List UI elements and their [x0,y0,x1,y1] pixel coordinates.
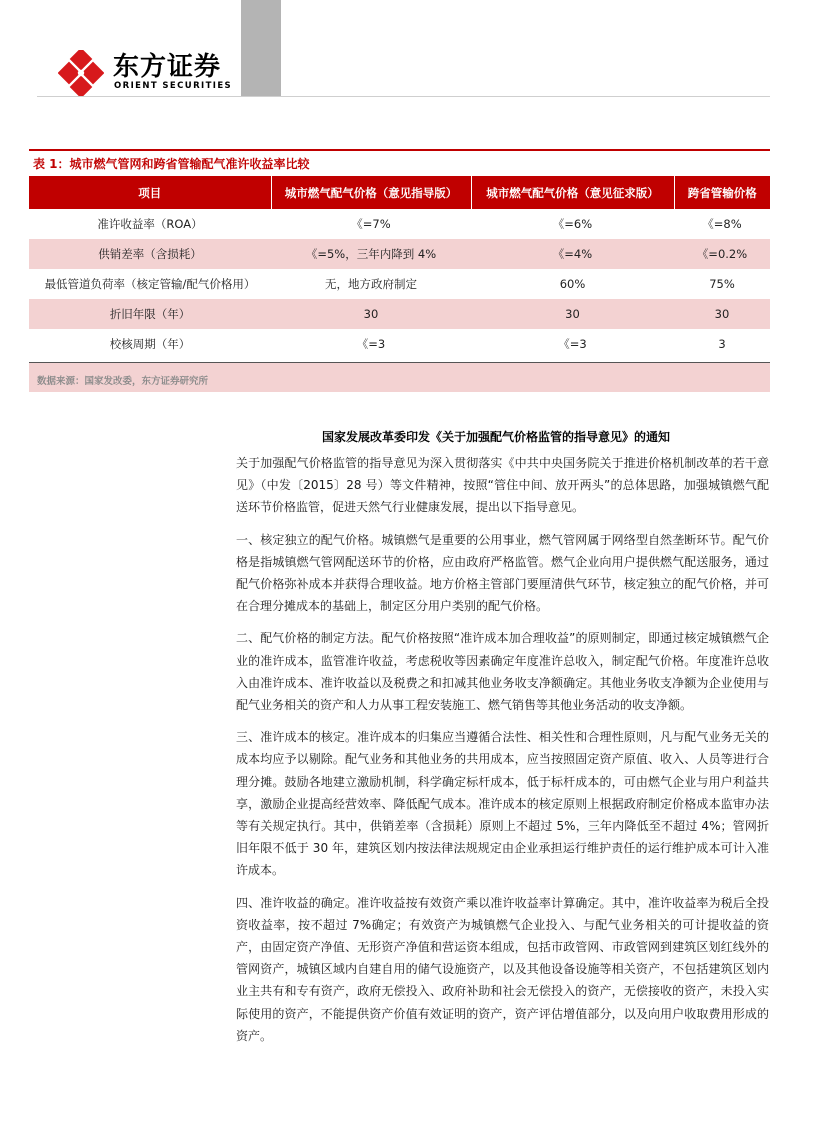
notice-paragraph-4: 四、准许收益的确定。准许收益按有效资产乘以准许收益率计算确定。其中，准许收益率为税后全投资收益率，按不超过 7%确定；有效资产为城镇燃气企业投入、与配气业务相关的可计提收益的资产，由固定资产净值、无形资产净值和营运资本组成，包括市政管网、市政管网到建筑区划红线外的管网资产，城镇区域内自建自用的储气设施资产，以及其他设备设施等相关资产，不包括建筑区划内业主共有和专有资产，政府无偿投入、政府补助和社会无偿投入的资产，无偿接收的资产，未投入实际使用的资产，不能提供资产价值有效证明的资产，资产评估增值部分，以及向用户收取费用形成的资产。 [236,895,769,1043]
table-cell: 供销差率（含损耗） [29,239,271,269]
notice-paragraph-1: 一、核定独立的配气价格。城镇燃气是重要的公用事业，燃气管网属于网络型自然垄断环节。配气价格是指城镇燃气管网配送环节的价格，应由政府严格监管。燃气企业向用户提供燃气配送服务，通过配气价格弥补成本并获得合理收益。地方价格主管部门要厘清供气环节，核定独立的配气价格，并可在合理分摊成本的基础上，制定区分用户类别的配气价格。 [236,532,769,614]
notice-paragraph-2: 二、配气价格的制定方法。配气价格按照“准许成本加合理收益”的原则制定，即通过核定城镇燃气企业的准许成本，监管准许收益，考虑税收等因素确定年度准许总收入，制定配气价格。年度准许总收入由准许成本、准许收益以及税费之和扣减其他业务收支净额确定。其他业务收支净额为企业使用与配气业务相关的资产和人力从事工程安装施工、燃气销售等其他业务活动的收支净额。 [236,631,769,713]
table-cell: 《=3 [356,337,386,351]
table-cell: 30 [674,299,770,329]
header-gray-tab [241,0,281,97]
table-cell: 《=7% [351,217,391,231]
table-row [29,269,770,299]
table-row [29,299,770,329]
notice-body [236,452,769,1057]
table-row [29,329,770,359]
table-title-rule [29,149,770,151]
table-cell: 30 [271,299,471,329]
comparison-table [29,176,770,359]
logo-chinese-name: 东方证券 [113,52,222,82]
table-cell: 最低管道负荷率（核定管输/配气价格用） [44,277,256,291]
table-header-row [29,176,770,209]
table-cell: 《=4% [471,239,674,269]
table-title: 表 1：城市燃气管网和跨省管输配气准许收益率比较 [33,157,310,171]
notice-title: 国家发展改革委印发《关于加强配气价格监管的指导意见》的通知 [322,430,671,444]
table-cell: 折旧年限（年） [29,299,271,329]
notice-paragraph-3: 三、准许成本的核定。准许成本的归集应当遵循合法性、相关性和合理性原则，凡与配气业务无关的成本均应予以剔除。配气业务和其他业务的共用成本，应当按照固定资产原值、收入、人员等进行合理分摊。鼓励各地建立激励机制，科学确定标杆成本，低于标杆成本的，可由燃气企业与用户利益共享，激励企业提高经营效率、降低配气成本。准许成本的核定原则上根据政府制定价格成本监审办法等有关规定执行。其中，供销差率（含损耗）原则上不超过 5%，三年内降低至不超过 4%；管网折旧年限不低于 30 年，建筑区划内按法律法规规定由企业承担运行维护责任的运行维护成本可计入准许成本。 [236,730,769,878]
table-cell: 《=3 [558,337,587,351]
header-interprovincial: 跨省管输价格 [674,176,770,209]
table-cell: 60% [559,277,586,291]
table-row [29,209,770,239]
table-cell: 《=8% [702,217,742,231]
table-cell: 无，地方政府制定 [325,277,417,291]
table-cell: 校核周期（年） [109,337,191,351]
table-cell: 75% [709,277,735,291]
table-cell: 3 [718,337,726,351]
table-cell: 30 [471,299,674,329]
header-divider [37,96,770,97]
table-row [29,239,770,269]
header-city-gas-guide: 城市燃气配气价格（意见指导版） [271,176,471,209]
table-cell: 《=6% [552,217,593,231]
table-source: 数据来源：国家发改委，东方证券研究所 [37,376,209,387]
company-logo [58,46,233,96]
table-cell: 准许收益率（ROA） [97,217,203,231]
table-cell: 《=5%，三年内降到 4% [271,239,471,269]
header-city-gas-draft: 城市燃气配气价格（意见征求版） [471,176,674,209]
orient-logo-icon [58,50,104,96]
notice-paragraph-intro: 关于加强配气价格监管的指导意见为深入贯彻落实《中共中央国务院关于推进价格机制改革的若干意见》（中发〔2015〕28 号）等文件精神，按照“管住中间、放开两头”的总体思路，加强城镇燃气配送环节价格监管，促进天然气行业健康发展，提出以下指导意见。 [236,456,769,515]
logo-english-name: ORIENT SECURITIES [114,81,233,91]
table-cell: 《=0.2% [674,239,770,269]
header-item: 项目 [29,176,271,209]
